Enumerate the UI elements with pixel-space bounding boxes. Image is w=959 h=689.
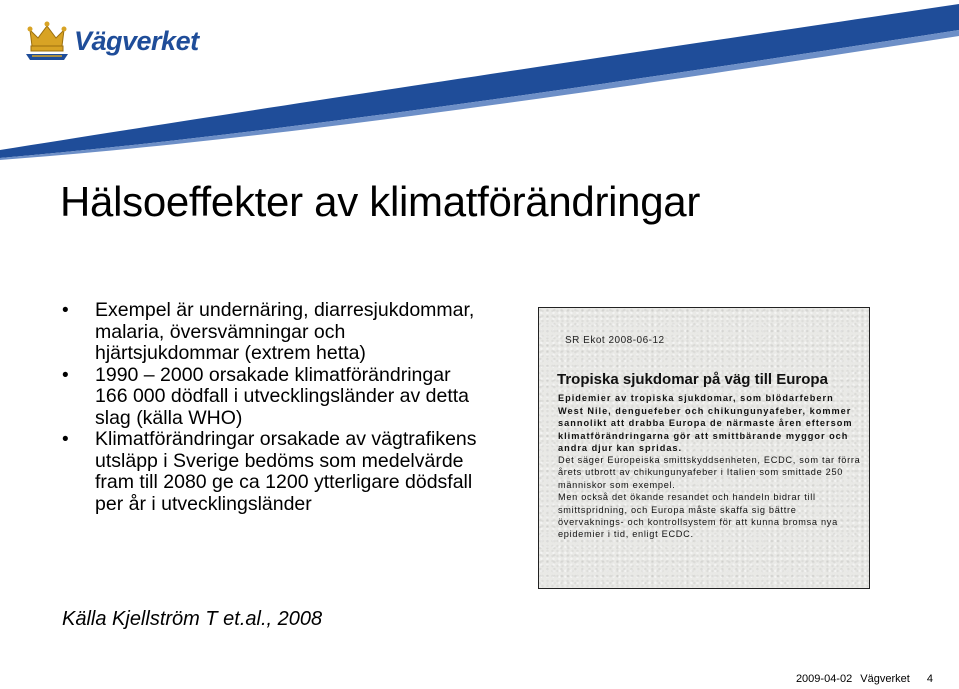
clipping-date: SR Ekot 2008-06-12 [565,335,665,346]
logo-wordmark: Vägverket [74,26,199,56]
footer-org: Vägverket [860,673,910,685]
clipping-paragraph: Det säger Europeiska smittskyddsenheten, ECDC, som tar förra årets utbrott av chikungunyafeber i Italien som smittade 250 människor som exempel. [558,455,861,490]
clipping-headline: Tropiska sjukdomar på väg till Europa [557,371,828,388]
clipping-lead: Epidemier av tropiska sjukdomar, som blödarfebern West Nile, denguefeber och chikungunyafeber, kommer sannolikt att drabba Europa de närmaste åren eftersom klimatförändringarna gör att smittbärande myggor och andra djur kan spridas. [558,393,853,454]
slide-title: Hälsoeffekter av klimatförändringar [60,178,701,225]
page-number: 4 [926,673,933,685]
bullet-item: • Exempel är undernäring, diarresjukdommar, malaria, översvämningar och hjärtsjukdommar (extrem hetta) [62,300,482,365]
bullet-item: • Klimatförändringar orsakade av vägtrafikens utsläpp i Sverige bedöms som medelvärde fram till 2080 ge ca 1200 ytterligare dödsfall per år i utvecklingsländer [62,429,482,515]
footer-date: 2009-04-02 [795,673,853,685]
vagverket-logo [22,16,222,66]
clipping-body [558,454,863,541]
crown-icon [22,16,72,62]
clipping-paragraph: Men också det ökande resandet och handeln bidrar till smittspridning, och Europa måste skaffa sig bättre övervaknings- och kontrollsystem för att kunna bromsa nya epidemier i tid, enligt ECDC. [558,492,838,540]
slide-footer [791,673,933,685]
source-citation: Källa Kjellström T et.al., 2008 [62,608,323,630]
bullet-list [62,300,482,515]
bullet-item: • 1990 – 2000 orsakade klimatförändringar 166 000 dödfall i utvecklingsländer av detta slag (källa WHO) [62,365,482,430]
news-clipping [538,307,870,589]
